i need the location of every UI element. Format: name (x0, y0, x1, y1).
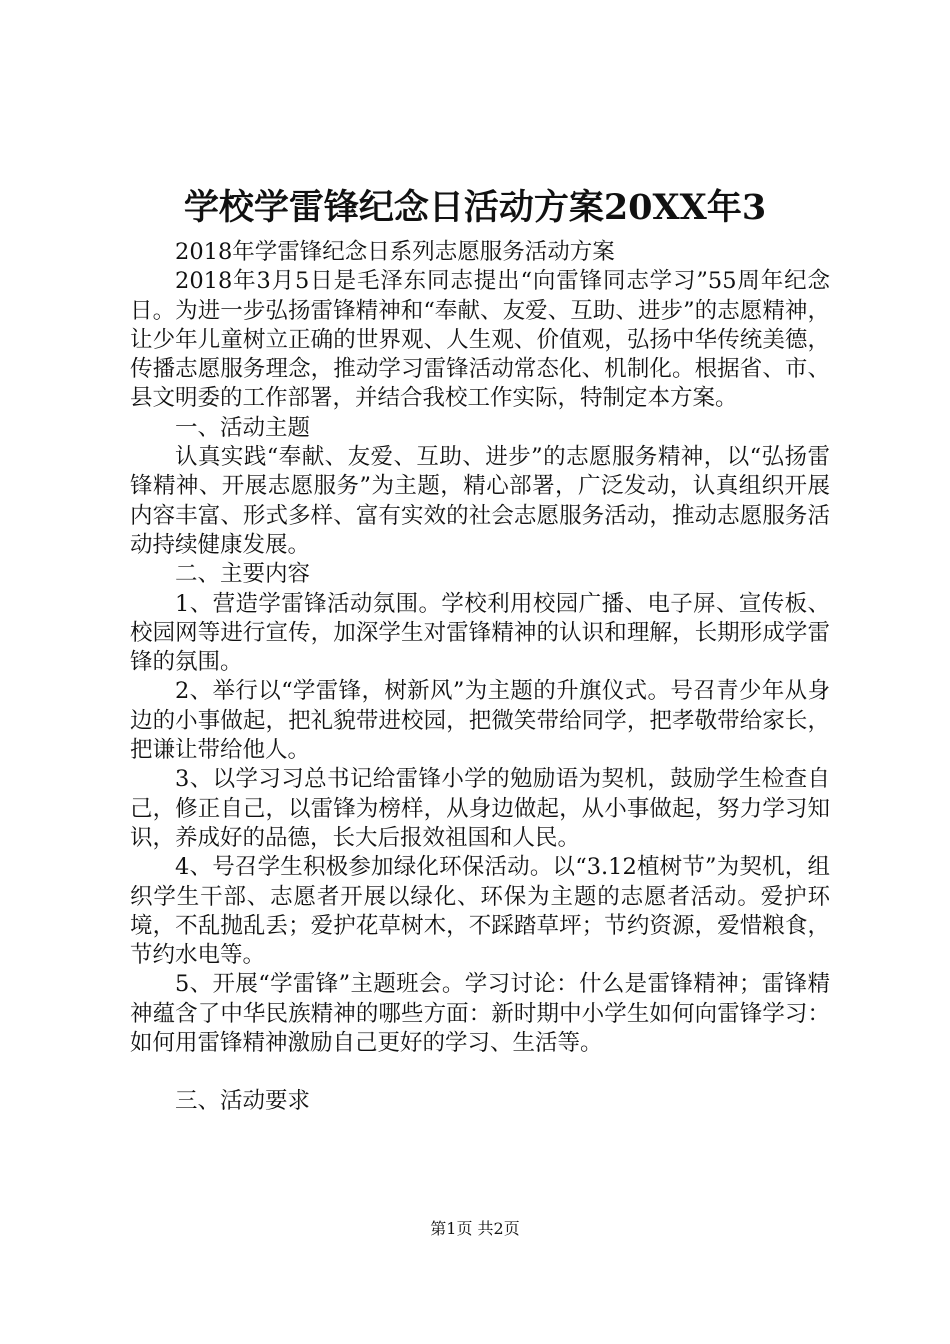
document-title: 学校学雷锋纪念日活动方案20XX年3 (183, 187, 767, 228)
content-item-5: 5、开展“学雷锋”主题班会。学习讨论：什么是雷锋精神；雷锋精神蕴含了中华民族精神的哪些方面：新时期中小学生如何向雷锋学习：如何用雷锋精神激励自己更好的学习、生活等。 (130, 971, 830, 1057)
subtitle-paragraph: 2018年学雷锋纪念日系列志愿服务活动方案 (175, 239, 615, 265)
section-heading-requirements: 三、活动要求 (175, 1088, 311, 1115)
content-item-3: 3、以学习习总书记给雷锋小学的勉励语为契机，鼓励学生检查自己，修正自己，以雷锋为榜样，从身边做起，从小事做起，努力学习知识，养成好的品德，长大后报效祖国和人民。 (130, 766, 830, 851)
page-footer: 第1页 共2页 (430, 1219, 520, 1238)
paragraph-spacer (130, 1058, 830, 1087)
section-heading-theme: 一、活动主题 (175, 414, 311, 441)
section-heading-content: 二、主要内容 (175, 561, 311, 588)
theme-paragraph: 认真实践“奉献、友爱、互助、进步”的志愿服务精神，以“弘扬雷锋精神、开展志愿服务”为主题，精心部署，广泛发动，认真组织开展内容丰富、形式多样、富有实效的社会志愿服务活动，推动志愿服务活动持续健康发展。 (130, 444, 830, 558)
document-body (130, 238, 830, 1117)
content-item-4: 4、号召学生积极参加绿化环保活动。以“3.12植树节”为契机，组织学生干部、志愿者开展以绿化、环保为主题的志愿者活动。爱护环境，不乱抛乱丢；爱护花草树木，不踩踏草坪；节约资源，爱惜粮食，节约水电等。 (130, 854, 830, 969)
content-item-1: 1、营造学雷锋活动氛围。学校利用校园广播、电子屏、宣传板、校园网等进行宣传，加深学生对雷锋精神的认识和理解，长期形成学雷锋的氛围。 (130, 590, 830, 676)
intro-paragraph: 2018年3月5日是毛泽东同志提出“向雷锋同志学习”55周年纪念日。为进一步弘扬雷锋精神和“奉献、友爱、互助、进步”的志愿精神，让少年儿童树立正确的世界观、人生观、价值观，弘扬中华传统美德，传播志愿服务理念，推动学习雷锋活动常态化、机制化。根据省、市、县文明委的工作部署，并结合我校工作实际，特制定本方案。 (130, 268, 830, 412)
content-item-2: 2、举行以“学雷锋，树新风”为主题的升旗仪式。号召青少年从身边的小事做起，把礼貌带进校园，把微笑带给同学，把孝敬带给家长，把谦让带给他人。 (130, 678, 830, 764)
